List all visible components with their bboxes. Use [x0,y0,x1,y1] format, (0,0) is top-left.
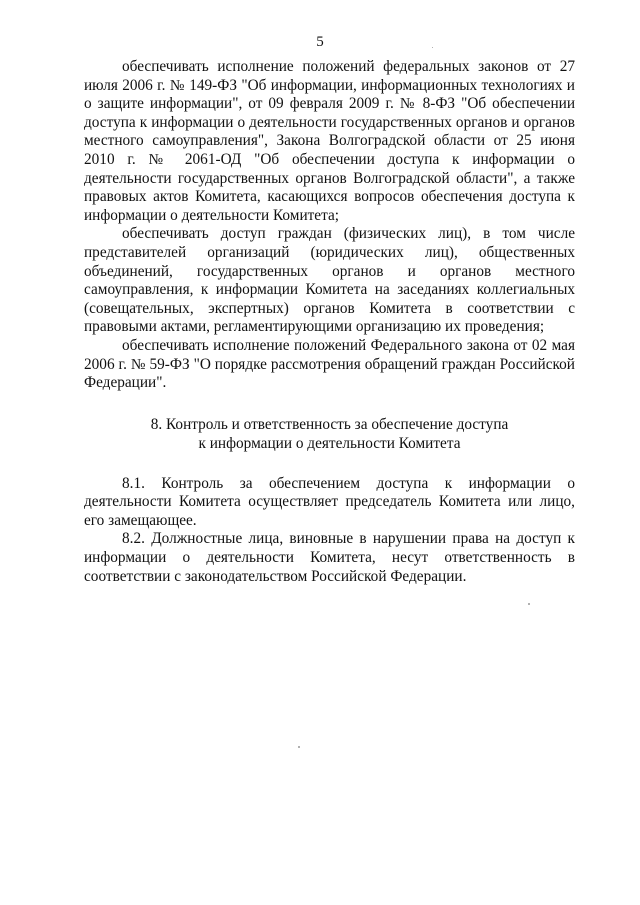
scan-speck [528,603,530,605]
paragraph-federal-laws: обеспечивать исполнение положений федеральных законов от 27 июля 2006 г. № 149-ФЗ "Об информации, информационных технологиях и о защите информации", от 09 февраля 2009 г. № 8-ФЗ "Об обеспечении доступа к информации о деятельности государственных органов и органов местного самоуправления", Закона Волгоградской области от 25 июня 2010 г. № 2061-ОД "Об обеспечении доступа к информации о деятельности государственных органов Волгоградской области", а также правовых актов Комитета, касающихся вопросов обеспечения доступа к информации о деятельности Комитета; [84,58,575,224]
scan-speck [432,47,433,48]
section-heading-line-2: к информации о деятельности Комитета [198,434,461,452]
section-heading-line-1: 8. Контроль и ответственность за обеспечение доступа [150,415,509,433]
paragraph-8-2: 8.2. Должностные лица, виновные в нарушении права на доступ к информации о деятельности Комитета, несут ответственность в соответствии с законодательством Российской Федерации. [84,530,575,585]
paragraph-citizen-access: обеспечивать доступ граждан (физических лиц), в том числе представителей организаций (юридических лиц), общественных объединений, государственных органов и органов местного самоуправления, к информации Комитета на заседаниях коллегиальных (совещательных, экспертных) органов Комитета в соответствии с правовыми актами, регламентирующими организацию их проведения; [84,225,575,336]
paragraph-appeals-law: обеспечивать исполнение положений Федерального закона от 02 мая 2006 г. № 59-ФЗ "О порядке рассмотрения обращений граждан Российской Федерации". [84,336,575,392]
page-number: 5 [316,34,324,50]
paragraph-8-1: 8.1. Контроль за обеспечением доступа к информации о деятельности Комитета осуществляет председатель Комитета или лицо, его замещающее. [84,474,575,529]
scan-speck [298,746,300,748]
document-body [84,58,575,586]
section-heading [84,415,575,453]
